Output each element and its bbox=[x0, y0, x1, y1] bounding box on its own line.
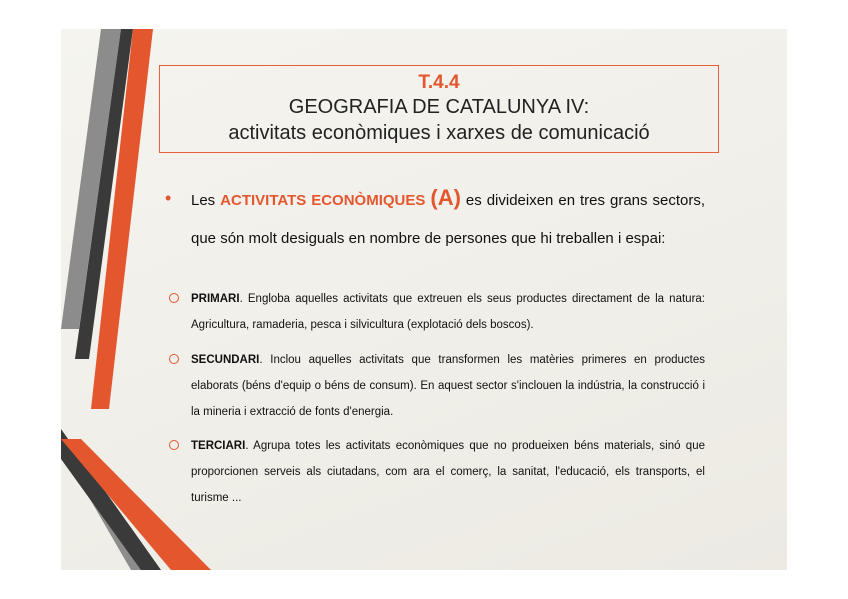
title-box bbox=[159, 65, 719, 153]
sector-name: TERCIARI bbox=[191, 440, 246, 452]
sector-terciari bbox=[191, 433, 705, 511]
title-line-2: activitats econòmiques i xarxes de comunicació bbox=[228, 122, 650, 144]
intro-rest: es divideixen en tres grans sectors, que són molt desiguals en nombre de persones que hi treballen i espai: bbox=[191, 192, 705, 247]
title-line-1: GEOGRAFIA DE CATALUNYA IV: bbox=[288, 96, 590, 118]
sector-text: . Agrupa totes les activitats econòmiques que no produeixen béns materials, sinó que proporcionen serveis als ciutadans, com ara el comerç, la sanitat, l'educació, els transports, el turisme ... bbox=[191, 440, 705, 504]
ring-bullet-icon bbox=[169, 354, 179, 364]
bullet-dot-icon: • bbox=[165, 188, 172, 208]
intro-bullet bbox=[165, 179, 705, 258]
sector-text: . Inclou aquelles activitats que transformen les matèries primeres en productes elaborats (béns d'equip o béns de consum). En aquest sector s'inclouen la indústria, la construcció i la mineria i extracció de fonts d'energia. bbox=[191, 354, 705, 418]
intro-highlight: ACTIVITATS ECONÒMIQUES bbox=[220, 192, 426, 209]
title-code: T.4.4 bbox=[418, 72, 460, 93]
sector-text: . Engloba aquelles activitats que extreuen els seus productes directament de la natura: Agricultura, ramaderia, pesca i silvicultura (explotació dels boscos). bbox=[191, 293, 705, 331]
sector-name: PRIMARI bbox=[191, 293, 240, 305]
intro-prefix: Les bbox=[191, 192, 221, 209]
ring-bullet-icon bbox=[169, 293, 179, 303]
intro-highlight-letter: (A) bbox=[430, 185, 461, 210]
sector-name: SECUNDARI bbox=[191, 354, 260, 366]
ring-bullet-icon bbox=[169, 440, 179, 450]
slide bbox=[61, 29, 787, 570]
sector-secundari bbox=[191, 347, 705, 425]
sector-primari bbox=[191, 286, 705, 338]
